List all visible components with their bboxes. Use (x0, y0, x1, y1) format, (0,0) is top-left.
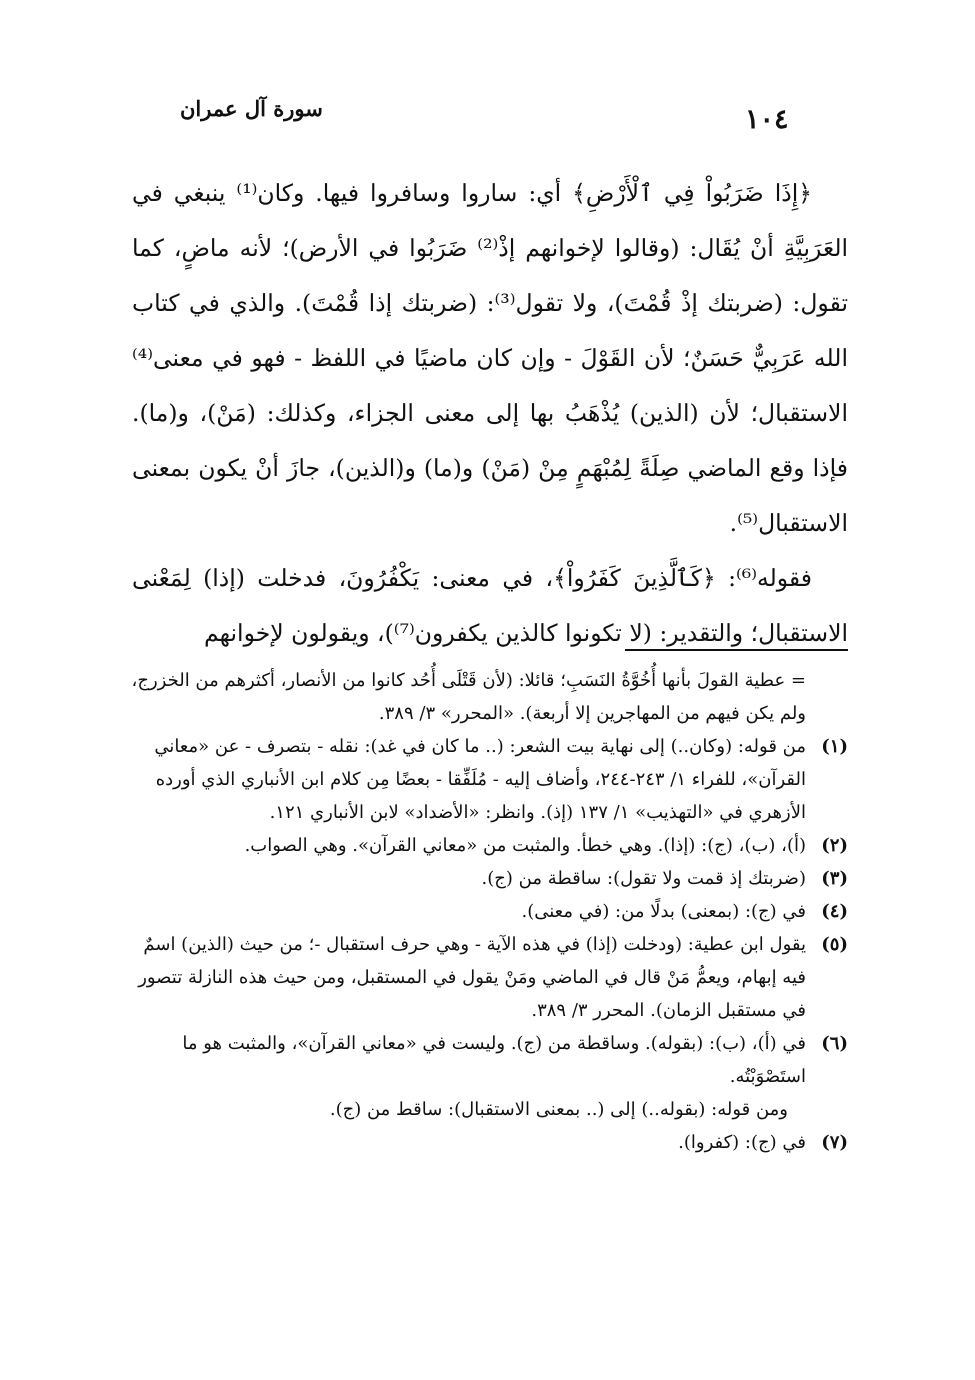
main-text (132, 166, 848, 661)
footnote (122, 928, 848, 1027)
footnote (122, 1027, 848, 1093)
footnote (122, 895, 848, 928)
page-number: ١٠٤ (745, 104, 789, 135)
surah-title: سورة آل عمران (180, 96, 323, 121)
footnote-separator (625, 649, 848, 651)
paragraph: ﴿إِذَا ضَرَبُواْ فِي ٱلْأَرْضِ﴾ أي: ساروا وسافروا فيها. وكان⁽¹⁾ ينبغي في العَرَبِيَّةِ أنْ يُقَال: (وقالوا لإخوانهم إذْ⁽²⁾ ضَرَبُوا في الأرض)؛ لأنه ماضٍ، كما تقول: (ضربتك إذْ قُمْتَ)، ولا تقول⁽³⁾: (ضربتك إذا قُمْتَ). والذي في كتاب الله عَرَبِيٌّ حَسَنٌ؛ لأن القَوْلَ - وإن كان ماضيًا في اللفظ - فهو في معنى⁽⁴⁾ الاستقبال؛ لأن (الذين) يُذْهَبُ بها إلى معنى الجزاء، وكذلك: (مَنْ)، و(ما). فإذا وقع الماضي صِلَةً لِمُبْهَمٍ مِنْ (مَنْ) و(ما) و(الذين)، جازَ أنْ يكون بمعنى الاستقبال⁽⁵⁾. (132, 179, 849, 537)
footnote-text: (أ)، (ب)، (ج): (إذا). وهي خطأ. والمثبت من «معاني القرآن». وهي الصواب. (244, 835, 806, 856)
footnote (122, 862, 848, 895)
footnote (122, 730, 848, 829)
footnote-number: (٤) (821, 901, 848, 922)
footnote (122, 1126, 848, 1159)
footnote-number: (٥) (821, 934, 848, 955)
footnote-text: في (أ)، (ب): (بقوله). وساقطة من (ج). وليست في «معاني القرآن»، والمثبت هو ما استَصْوَبْتُه. (182, 1033, 806, 1087)
footnote-text: (ضربتك إذ قمت ولا تقول): ساقطة من (ج). (481, 868, 806, 889)
footnote-number: (٦) (821, 1033, 848, 1054)
footnote-text: من قوله: (وكان..) إلى نهاية بيت الشعر: (.. ما كان في غد): نقله - بتصرف - عن «معاني القرآن»، للفراء ١/ ٢٤٣-٢٤٤، وأضاف إليه - مُلَفِّقا - بعضًا مِن كلام ابن الأنباري الذي أورده الأزهري في «التهذيب» ١/ ١٣٧ (إذ). وانظر: «الأضداد» لابن الأنباري ١٢١. (154, 736, 806, 823)
footnotes (122, 664, 848, 1159)
footnote-number: (٣) (821, 868, 848, 889)
footnote-number: (٧) (821, 1132, 848, 1153)
footnote-text: يقول ابن عطية: (ودخلت (إذا) في هذه الآية - وهي حرف استقبال -؛ من حيث (الذين) اسمٌ فيه إبهام، ويعمُّ مَنْ قال في الماضي ومَنْ يقول في المستقبل، ومن حيث هذه النازلة تتصور في مستقبل الزمان). المحرر ٣/ ٣٨٩. (138, 934, 806, 1021)
footnote (122, 829, 848, 862)
footnote-subnote (122, 1093, 848, 1126)
footnote-number: (١) (821, 736, 848, 757)
paragraph: فقوله⁽⁶⁾: ﴿كَٱلَّذِينَ كَفَرُواْ﴾، في معنى: يَكْفُرُونَ، فدخلت (إذا) لِمَعْنى الاستقبال؛ والتقدير: (لا تكونوا كالذين يكفرون⁽⁷⁾)، ويقولون لإخوانهم (132, 564, 848, 647)
footnote-text: في (ج): (كفروا). (678, 1132, 806, 1153)
footnote-number: (٢) (821, 835, 848, 856)
footnote-continuation: = عطية القولَ بأنها أُخُوَّةُ النَسَبِ؛ قائلا: (لأن قَتْلَى أُحُد كانوا من الأنصار، أكثرهم من الخزرج، ولم يكن فيهم من المهاجرين إلا أربعة). «المحرر» ٣/ ٣٨٩. (131, 670, 806, 724)
footnote-text: في (ج): (بمعنى) بدلًا من: (في معنى). (521, 901, 806, 922)
footnote-text: ومن قوله: (بقوله..) إلى (.. بمعنى الاستقبال): ساقط من (ج). (329, 1099, 788, 1120)
